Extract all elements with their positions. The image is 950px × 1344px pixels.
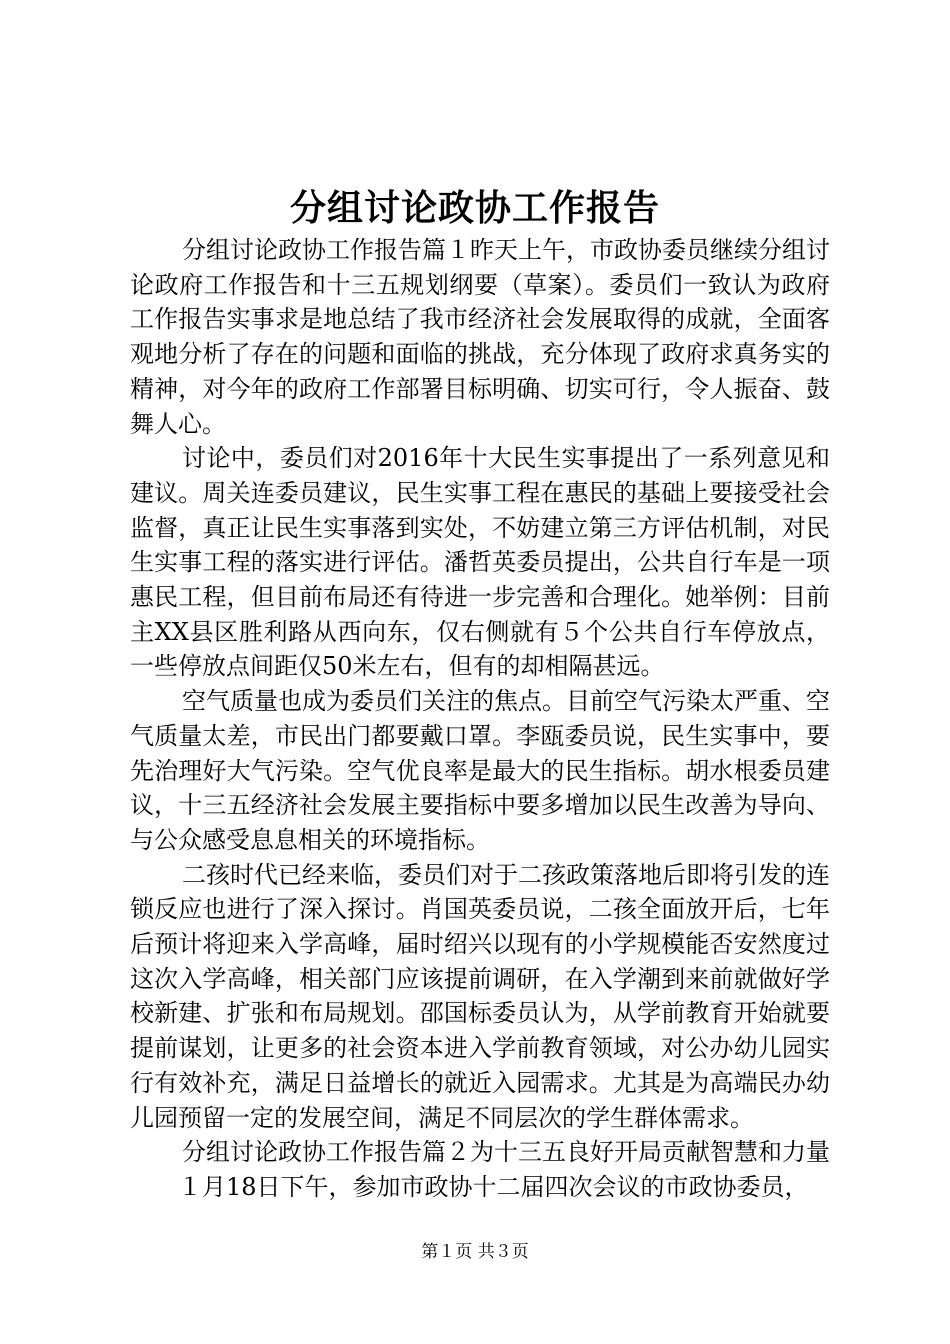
paragraph-5-heading: 分组讨论政协工作报告篇２为十三五良好开局贡献智慧和力量 bbox=[182, 1138, 830, 1167]
page-footer: 第１页 共３页 bbox=[421, 1242, 529, 1262]
paragraph-6: １月18日下午，参加市政协十二届四次会议的市政协委员， bbox=[178, 1172, 809, 1201]
paragraph-2: 讨论中，委员们对2016年十大民生实事提出了一系列意见和建议。周关连委员建议，民生实事工程在惠民的基础上要接受社会监督，真正让民生实事落到实处，不妨建立第三方评估机制，对民生实事工程的落实进行评估。潘哲英委员提出，公共自行车是一项惠民工程，但目前布局还有待进一步完善和合理化。她举例：目前主XX县区胜利路从西向东，仅右侧就有５个公共自行车停放点，一些停放点间距仅50米左右，但有的却相隔甚远。 bbox=[130, 444, 830, 681]
document-title: 分组讨论政协工作报告 bbox=[289, 187, 660, 229]
paragraph-1: 分组讨论政协工作报告篇１昨天上午，市政协委员继续分组讨论政府工作报告和十三五规划纲要（草案）。委员们一致认为政府工作报告实事求是地总结了我市经济社会发展取得的成就，全面客观地分析了存在的问题和面临的挑战，充分体现了政府求真务实的精神，对今年的政府工作部署目标明确、切实可行，令人振奋、鼓舞人心。 bbox=[130, 236, 830, 438]
document-body bbox=[130, 233, 830, 1205]
paragraph-3: 空气质量也成为委员们关注的焦点。目前空气污染太严重、空气质量太差，市民出门都要戴口罩。李瓯委员说，民生实事中，要先治理好大气污染。空气优良率是最大的民生指标。胡水根委员建议，十三五经济社会发展主要指标中要多增加以民生改善为导向、与公众感受息息相关的环境指标。 bbox=[130, 687, 830, 854]
paragraph-4: 二孩时代已经来临，委员们对于二孩政策落地后即将引发的连锁反应也进行了深入探讨。肖国英委员说，二孩全面放开后，七年后预计将迎来入学高峰，届时绍兴以现有的小学规模能否安然度过这次入学高峰，相关部门应该提前调研，在入学潮到来前就做好学校新建、扩张和布局规划。邵国标委员认为，从学前教育开始就要提前谋划，让更多的社会资本进入学前教育领域，对公办幼儿园实行有效补充，满足日益增长的就近入园需求。尤其是为高端民办幼儿园预留一定的发展空间，满足不同层次的学生群体需求。 bbox=[130, 860, 830, 1132]
